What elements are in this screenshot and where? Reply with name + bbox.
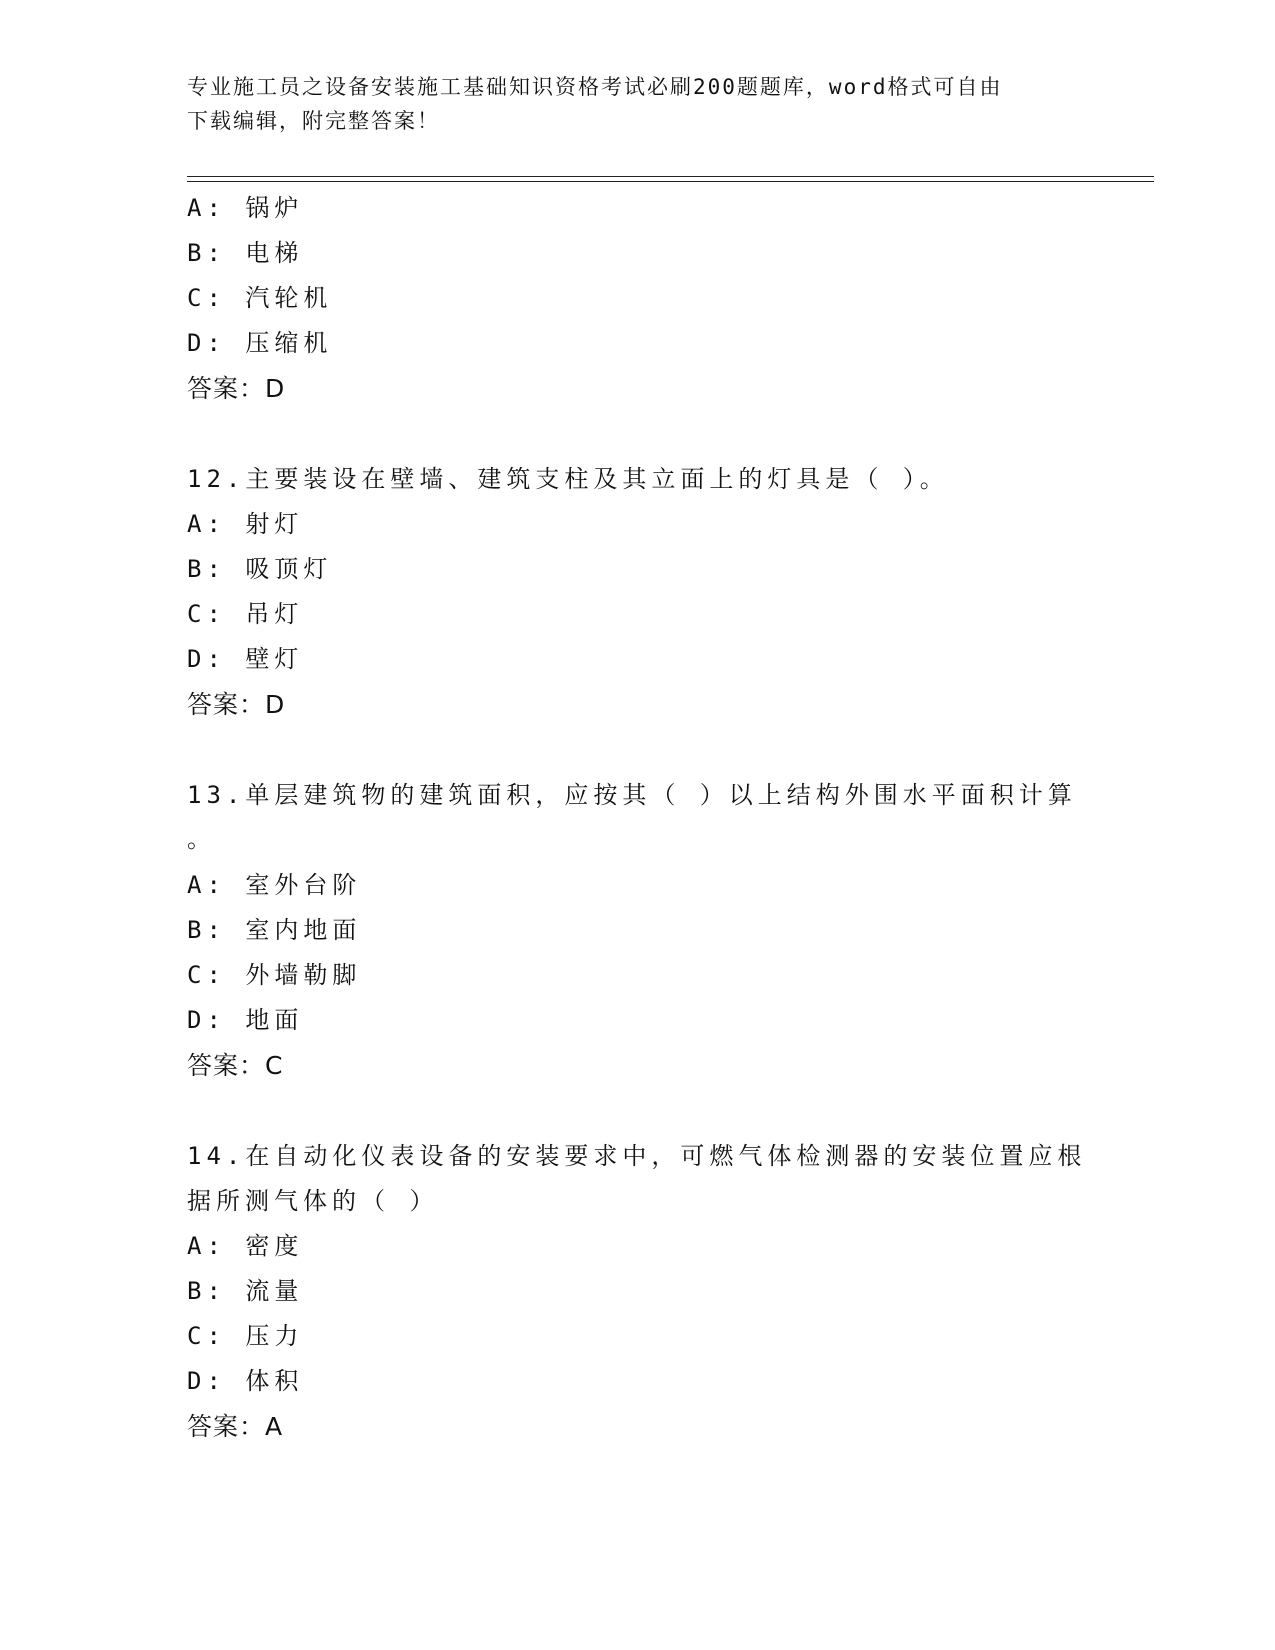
option-a: A: 室外台阶 [187, 871, 362, 899]
option-d: D: 压缩机 [187, 329, 333, 357]
option-c: C: 外墙勒脚 [187, 961, 362, 989]
question-stem-line-1: 13.单层建筑物的建筑面积，应按其（ ）以上结构外围水平面积计算 [187, 781, 1077, 809]
option-b: B: 吸顶灯 [187, 555, 333, 583]
option-a: A: 锅炉 [187, 194, 304, 222]
option-c: C: 汽轮机 [187, 284, 333, 312]
option-b: B: 流量 [187, 1277, 304, 1305]
question-stem-line-1: 14.在自动化仪表设备的安装要求中，可燃气体检测器的安装位置应根 [187, 1142, 1087, 1170]
option-a: A: 密度 [187, 1232, 304, 1260]
option-c: C: 压力 [187, 1322, 304, 1350]
option-b: B: 室内地面 [187, 916, 362, 944]
option-a: A: 射灯 [187, 510, 304, 538]
answer-line: 答案：D [187, 690, 286, 719]
option-d: D: 壁灯 [187, 645, 304, 673]
answer-line: 答案：A [187, 1412, 284, 1441]
option-c: C: 吊灯 [187, 600, 304, 628]
document-title [187, 70, 1087, 138]
question-stem-line-2: 。 [187, 825, 216, 853]
option-d: D: 地面 [187, 1006, 304, 1034]
title-line-2: 下载编辑，附完整答案！ [187, 109, 440, 133]
answer-line: 答案：C [187, 1051, 284, 1080]
header-divider-top [187, 176, 1154, 177]
answer-line: 答案：D [187, 374, 286, 403]
question-stem-line-2: 据所测气体的（ ） [187, 1187, 439, 1215]
title-line-1: 专业施工员之设备安装施工基础知识资格考试必刷200题题库，word格式可自由 [187, 75, 1003, 99]
question-stem: 12.主要装设在壁墙、建筑支柱及其立面上的灯具是（ ）。 [187, 465, 949, 493]
header-divider-bottom [187, 181, 1154, 182]
option-b: B: 电梯 [187, 239, 304, 267]
option-d: D: 体积 [187, 1367, 304, 1395]
